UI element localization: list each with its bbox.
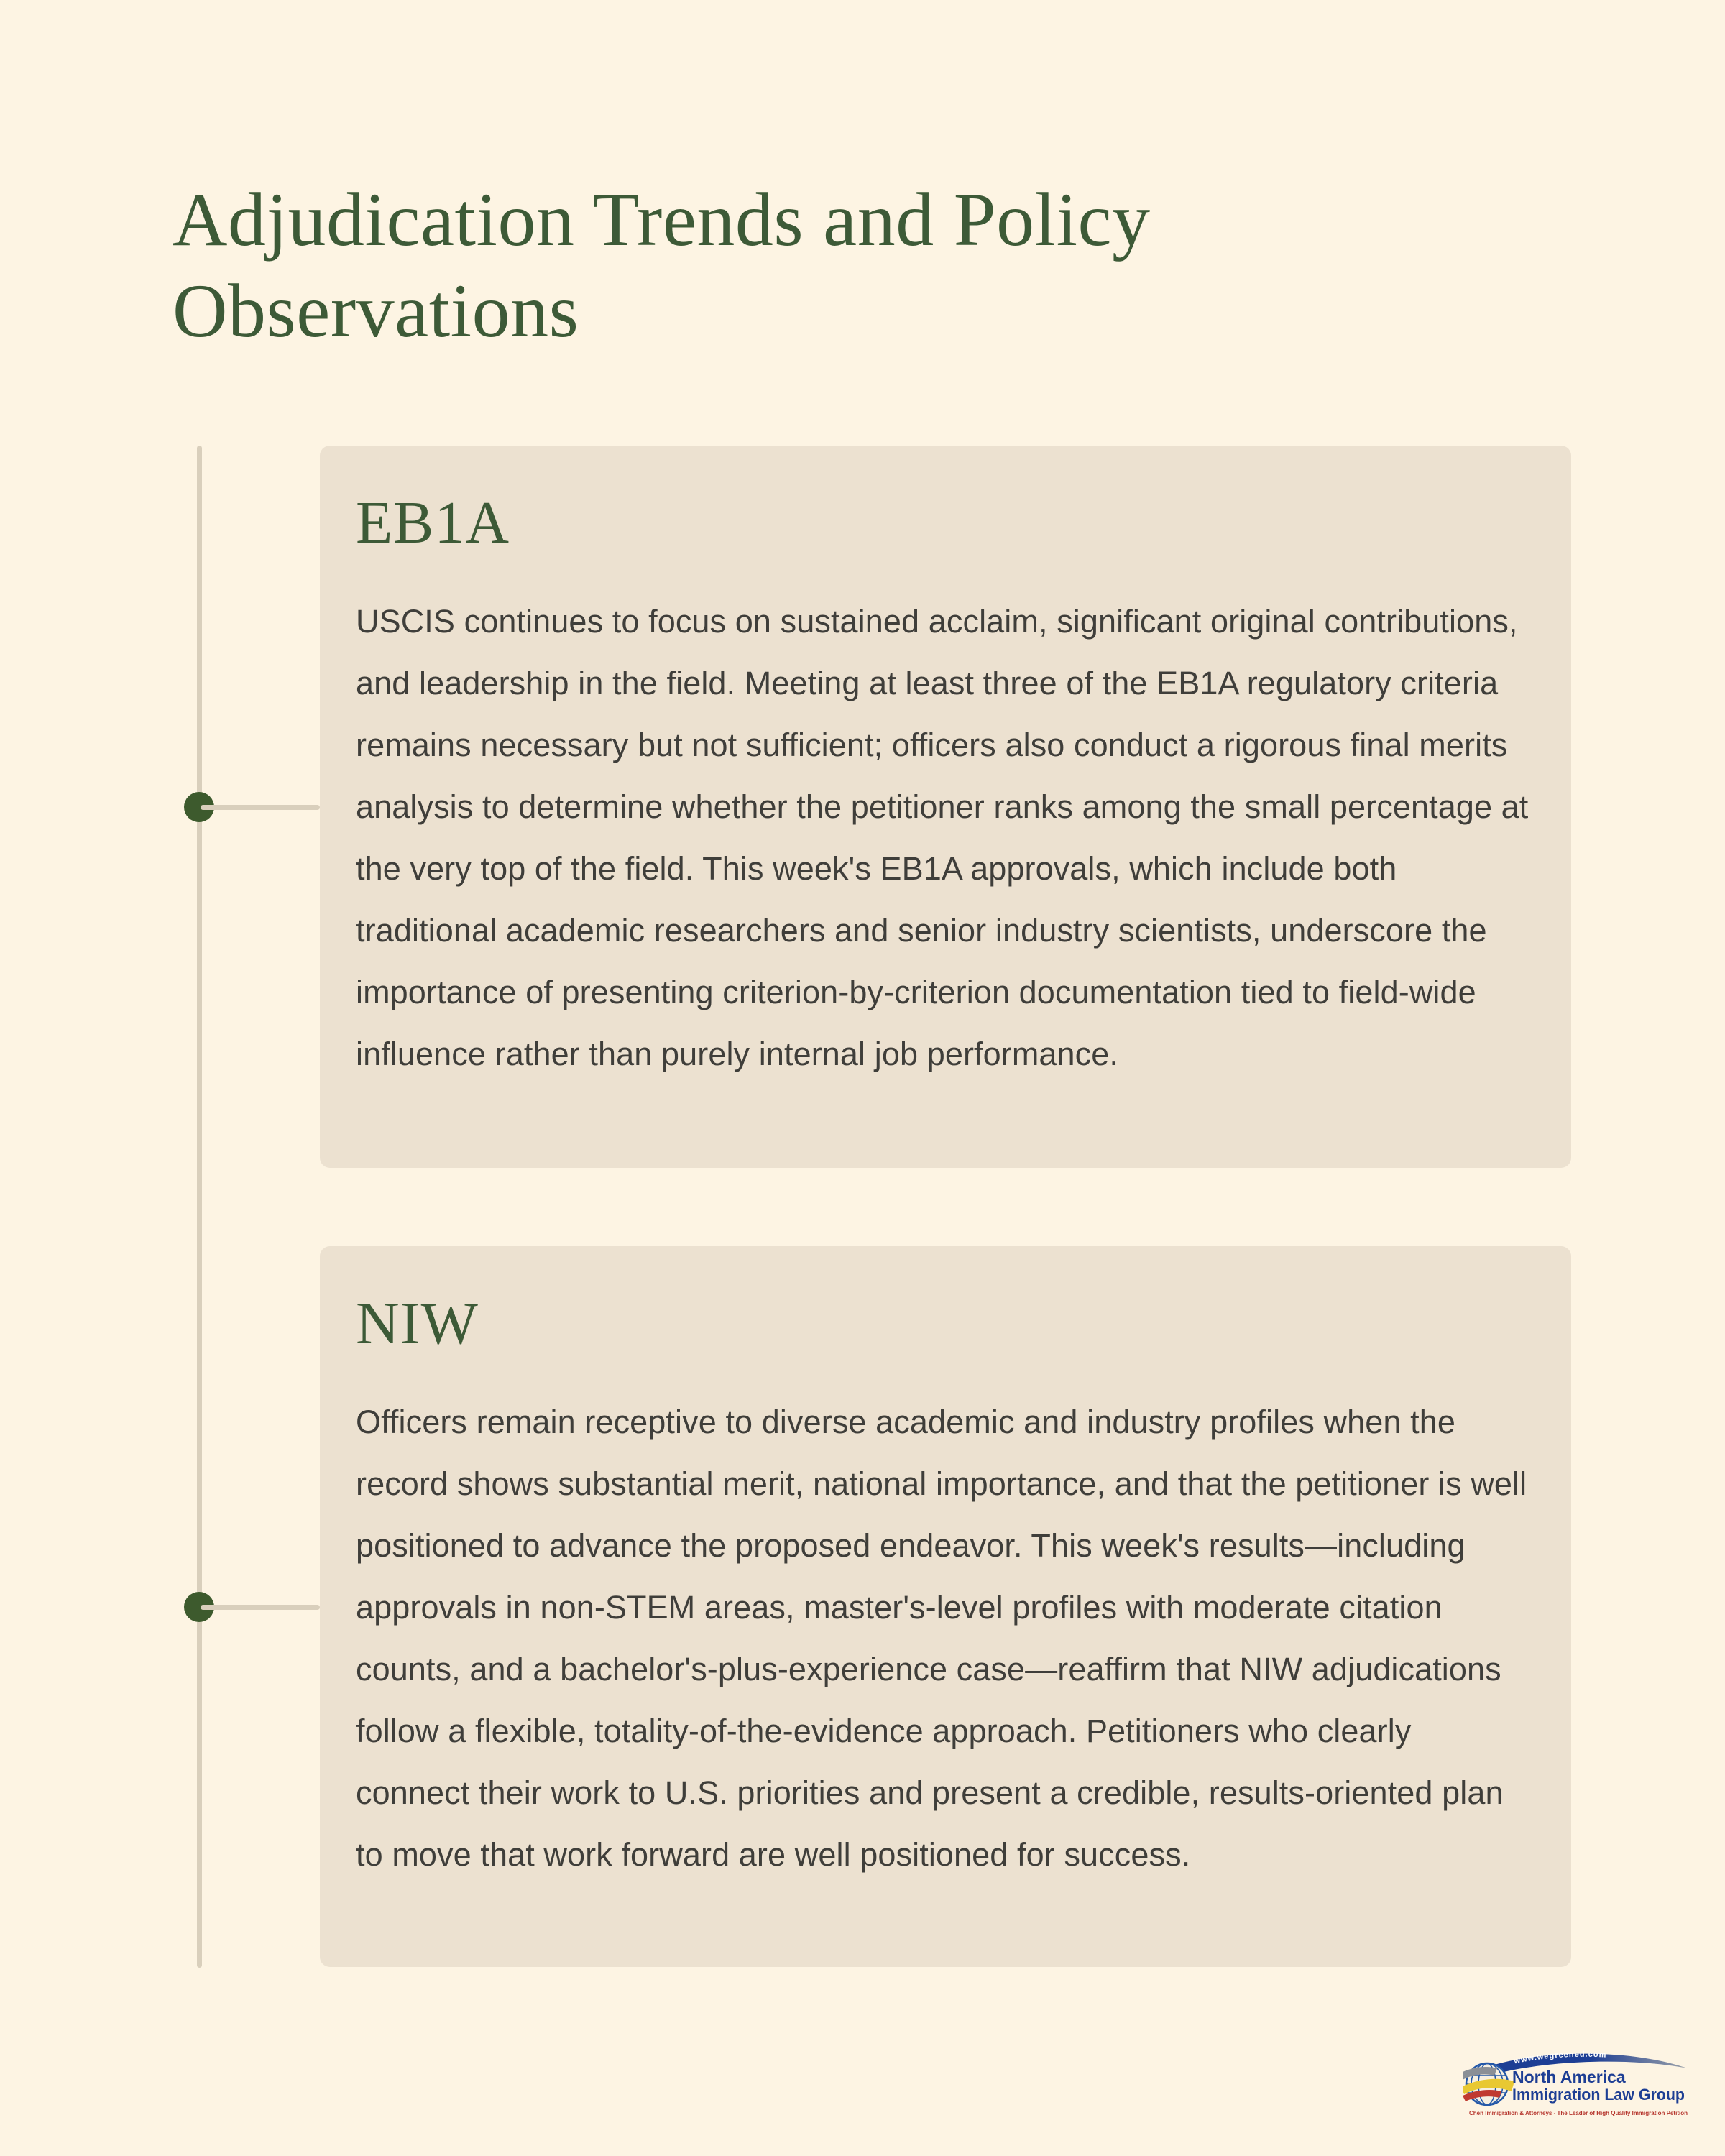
brand-logo-graphic (1463, 2047, 1693, 2119)
logo-name-line2: Immigration Law Group (1512, 2086, 1685, 2104)
section-body-niw: Officers remain receptive to diverse academic and industry profiles when the record shows substantial merit, national importance, and that the petitioner is well positioned to advance the proposed endeavor. This week's results—including approvals in non-STEM areas, master's-level profiles with moderate citation counts, and a bachelor's-plus-experience case—reaffirm that NIW adjudications follow a flexible, totality-of-the-evidence approach. Petitioners who clearly connect their work to U.S. priorities and present a credible, results-oriented plan to move that work forward are well positioned for success. (356, 1404, 1527, 1874)
logo-name-line1: North America (1512, 2068, 1626, 2086)
section-body-eb1a: USCIS continues to focus on sustained acclaim, significant original contributions, and leadership in the field. Meeting at least three of the EB1A regulatory criteria remains necessary but not sufficient; officers also conduct a rigorous final merits analysis to determine whether the petitioner ranks among the small percentage at the very top of the field. This week's EB1A approvals, which include both traditional academic researchers and senior industry scientists, underscore the importance of presenting criterion-by-criterion documentation tied to field-wide influence rather than purely internal job performance. (356, 603, 1529, 1073)
timeline-connector-eb1a (201, 805, 320, 810)
section-card-niw (320, 1246, 1571, 1967)
section-heading-eb1a: EB1A (356, 489, 510, 556)
timeline-rail (197, 446, 202, 1968)
section-card-eb1a (320, 446, 1571, 1168)
page-title: Adjudication Trends and Policy Observations (172, 178, 1151, 353)
section-heading-niw: NIW (356, 1290, 479, 1357)
timeline-connector-niw (201, 1605, 320, 1610)
brand-logo (1463, 2047, 1693, 2119)
logo-tagline: Chen Immigration & Attorneys - The Leader of High Quality Immigration Petition (1469, 2109, 1688, 2116)
logo-url-text: www.wegreened.com (1513, 2050, 1607, 2066)
